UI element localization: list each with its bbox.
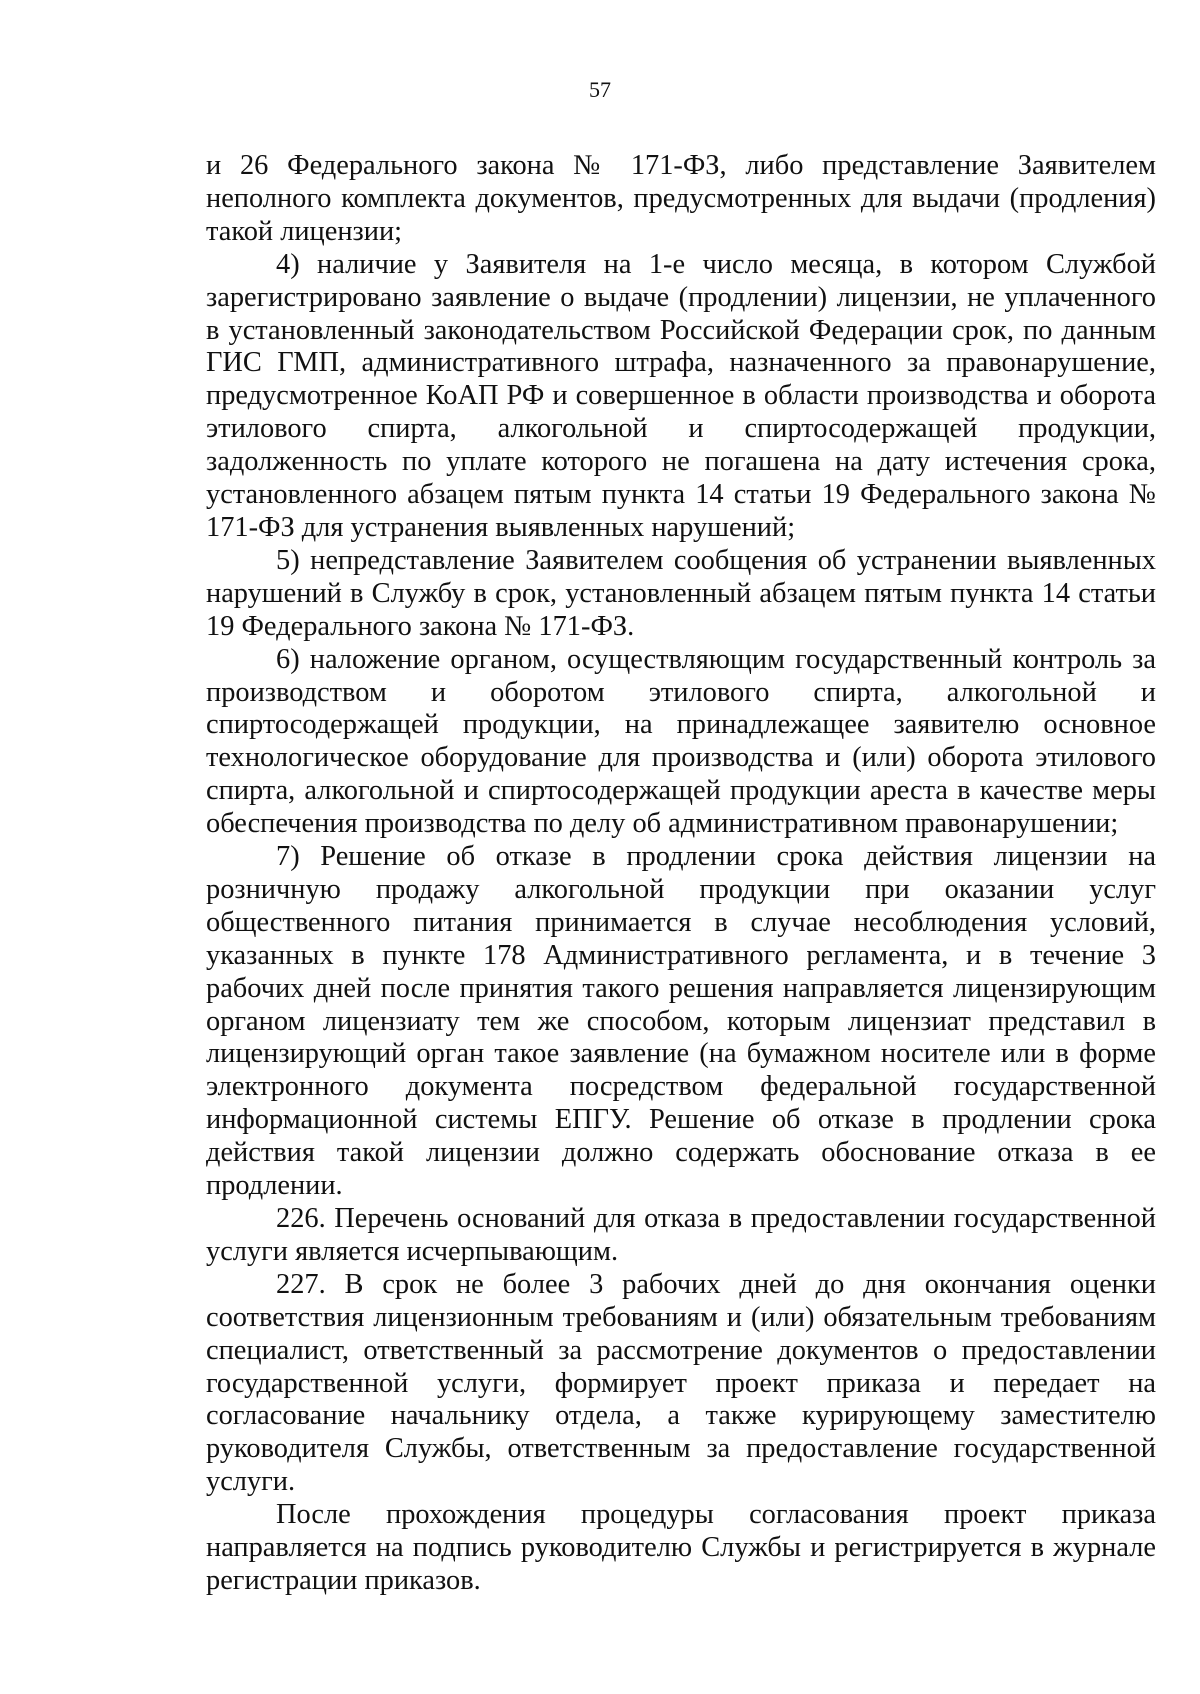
paragraph-226: 226. Перечень оснований для отказа в предоставлении государственной услуги является исчерпывающим. (206, 1203, 1156, 1267)
paragraph-after-approval: После прохождения процедуры согласования проект приказа направляется на подпись руководителю Службы и регистрируется в журнале регистрации приказов. (206, 1499, 1156, 1596)
paragraph-227: 227. В срок не более 3 рабочих дней до дня окончания оценки соответствия лицензионным требованиям и (или) обязательным требованиям специалист, ответственный за рассмотрение документов о предоставлении государственной услуги, формирует проект приказа и передает на согласование начальнику отдела, а также курирующему заместителю руководителя Службы, ответственным за предоставление государственной услуги. (206, 1268, 1156, 1498)
page-number: 57 (589, 77, 611, 102)
paragraph-item-4: 4) наличие у Заявителя на 1-е число месяца, в котором Службой зарегистрировано заявление о выдаче (продлении) лицензии, не уплаченного в установленный законодательством Российской Федерации срок, по данным ГИС ГМП, административного штрафа, назначенного за правонарушение, предусмотренное КоАП РФ и совершенное в области производства и оборота этилового спирта, алкогольной и спиртосодержащей продукции, задолженность по уплате которого не погашена на дату истечения срока, установленного абзацем пятым пункта 14 статьи 19 Федерального закона № 171-ФЗ для устранения выявленных нарушений; (206, 248, 1156, 543)
body-text (206, 150, 1156, 1598)
paragraph-item-7: 7) Решение об отказе в продлении срока действия лицензии на розничную продажу алкогольной продукции при оказании услуг общественного питания принимается в случае несоблюдения условий, указанных в пункте 178 Административного регламента, и в течение 3 рабочих дней после принятия такого решения направляется лицензирующим органом лицензиату тем же способом, которым лицензиат представил в лицензирующий орган такое заявление (на бумажном носителе или в форме электронного документа посредством федеральной государственной информационной системы ЕПГУ. Решение об отказе в продлении срока действия такой лицензии должно содержать обоснование отказа в ее продлении. (206, 841, 1156, 1202)
paragraph-continuation: и 26 Федерального закона № 171-ФЗ, либо представление Заявителем неполного комплекта документов, предусмотренных для выдачи (продления) такой лицензии; (206, 150, 1156, 247)
paragraph-item-6: 6) наложение органом, осуществляющим государственный контроль за производством и оборотом этилового спирта, алкогольной и спиртосодержащей продукции, на принадлежащее заявителю основное технологическое оборудование для производства и (или) оборота этилового спирта, алкогольной и спиртосодержащей продукции ареста в качестве меры обеспечения производства по делу об административном правонарушении; (206, 643, 1156, 840)
paragraph-item-5: 5) непредставление Заявителем сообщения об устранении выявленных нарушений в Службу в срок, установленный абзацем пятым пункта 14 статьи 19 Федерального закона № 171-ФЗ. (206, 544, 1156, 642)
